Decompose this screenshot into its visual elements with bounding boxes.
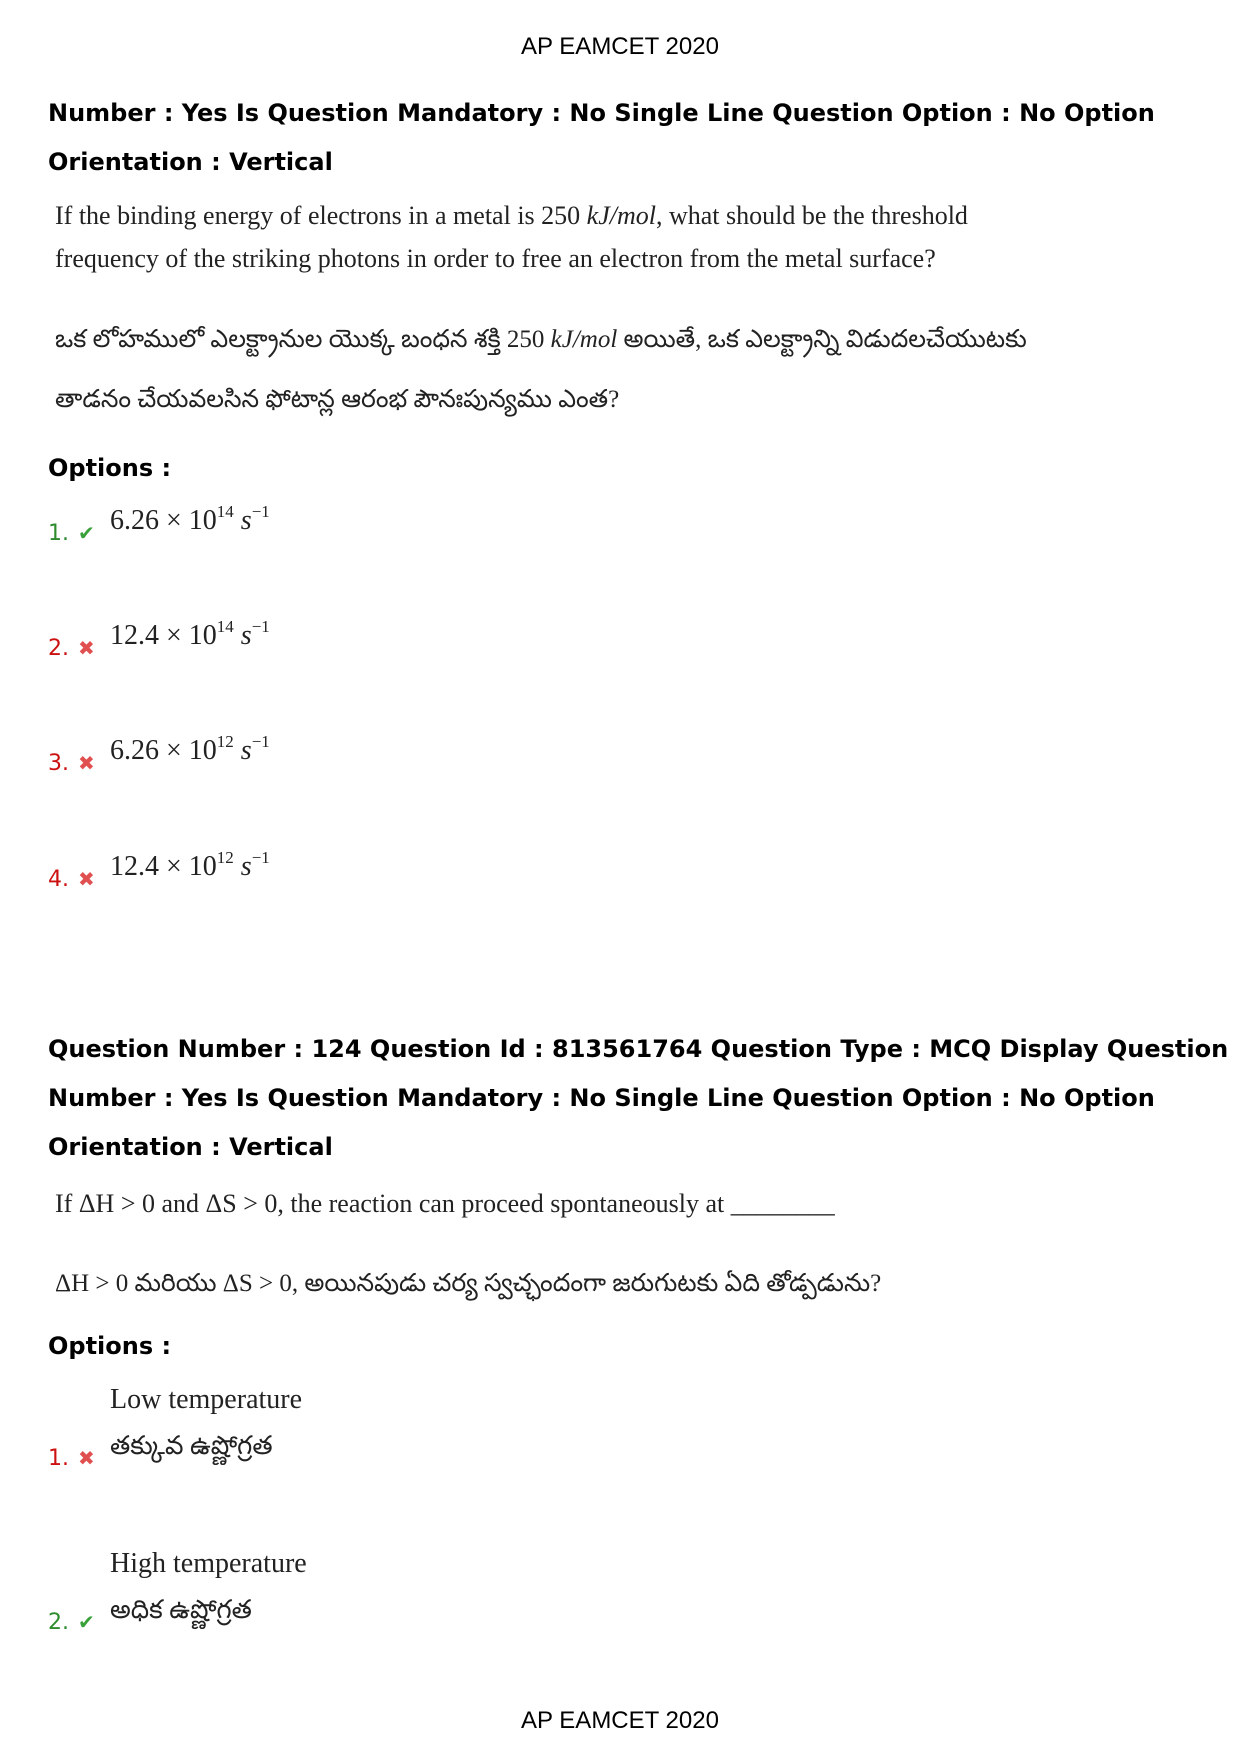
q124-option-1 (48, 1378, 948, 1478)
q123-english-line1-b: , what should be the threshold (655, 201, 968, 230)
option-value: $6.26 \times 10^{12}$ $s^{-1}$ (110, 732, 270, 766)
q124-meta-line3: Orientation : Vertical (48, 1133, 333, 1161)
q124-options-label: Options : (48, 1332, 172, 1360)
q124-meta-line2: Number : Yes Is Question Mandatory : No Single Line Question Option : No Option (48, 1084, 1155, 1112)
option-value: $12.4 \times 10^{12}$ $s^{-1}$ (110, 848, 270, 882)
option-telugu: తక్కువ ఉష్ణోగ్రత (110, 1431, 273, 1460)
option-number: 3. (48, 751, 69, 776)
q123-english-line1-a: If the binding energy of electrons in a metal is 250 (55, 201, 587, 230)
q123-english-unit: kJ/mol (586, 201, 656, 230)
option-english: Low temperature (110, 1384, 303, 1415)
page-header: AP EAMCET 2020 (521, 33, 719, 60)
option-telugu: అధిక ఉష్ణోగ్రత (110, 1595, 252, 1624)
q124-meta-line1: Question Number : 124 Question Id : 813561764 Question Type : MCQ Display Question (48, 1035, 1229, 1063)
q123-option-4 (48, 848, 948, 908)
q124-telugu-question: ΔH > 0 మరియు ΔS > 0, అయినపుడు చర్య స్వచ్ఛందంగా జరుగుటకు ఏది తోడ్పడును? (55, 1270, 882, 1297)
option-value: $6.26 \times 10^{14}$ $s^{-1}$ (110, 502, 270, 536)
option-value: $12.4 \times 10^{14}$ $s^{-1}$ (110, 617, 270, 651)
check-icon: ✔ (78, 1610, 95, 1634)
q123-english-line2: frequency of the striking photons in order to free an electron from the metal surface? (55, 244, 936, 273)
q123-telugu-line1 (55, 318, 1027, 361)
q123-telugu-line1-a: ఒక లోహములో ఎలక్ట్రానుల యొక్క బంధన శక్తి 250 (55, 326, 551, 353)
q124-option-2 (48, 1542, 948, 1642)
page-footer: AP EAMCET 2020 (521, 1707, 719, 1734)
cross-icon: ✖ (78, 636, 95, 660)
option-number: 1. (48, 521, 69, 546)
q123-option-3 (48, 732, 948, 792)
q123-english-line1 (55, 194, 968, 237)
q124-english-question: If ΔH > 0 and ΔS > 0, the reaction can proceed spontaneously at ________ (55, 1189, 835, 1218)
q123-telugu-unit: kJ/mol (550, 326, 618, 353)
check-icon: ✔ (78, 521, 95, 545)
cross-icon: ✖ (78, 751, 95, 775)
option-english: High temperature (110, 1548, 307, 1579)
option-number: 1. (48, 1446, 69, 1471)
option-number: 2. (48, 636, 69, 661)
option-number: 2. (48, 1610, 69, 1635)
q123-meta-line2: Orientation : Vertical (48, 148, 333, 176)
q123-meta-line1: Number : Yes Is Question Mandatory : No Single Line Question Option : No Option (48, 99, 1155, 127)
q123-telugu-line2: తాడనం చేయవలసిన ఫోటాన్ల ఆరంభ పౌనఃపున్యము ఎంత? (55, 386, 620, 413)
cross-icon: ✖ (78, 867, 95, 891)
option-number: 4. (48, 867, 69, 892)
q123-option-2 (48, 617, 948, 677)
q123-options-label: Options : (48, 454, 172, 482)
cross-icon: ✖ (78, 1446, 95, 1470)
q123-option-1 (48, 502, 948, 562)
q123-telugu-line1-b: అయితే, ఒక ఎలక్ట్రాన్ని విడుదలచేయుటకు (617, 326, 1027, 353)
